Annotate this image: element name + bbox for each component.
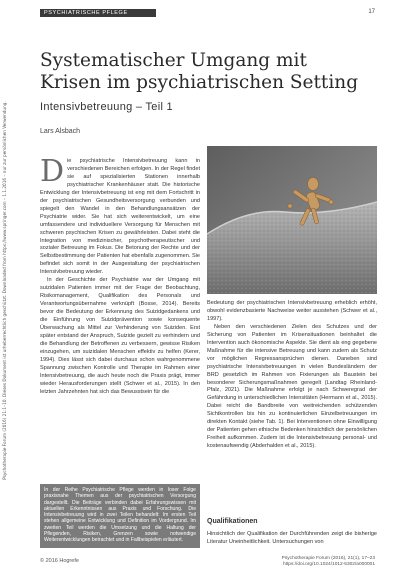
- drop-cap: D: [40, 154, 65, 189]
- article-subtitle: Intensivbetreuung – Teil 1: [40, 101, 173, 113]
- intro-paragraph-text: ie psychiatrische Intensivbetreuung kann in verschiedenen Bereichen erfolgen. In der Regel findet sie auf spezialisierten Stationen innerhalb psychiatrischer Krankenhäuser statt. Die historische Entwicklung der Intensivbetreuung ist eng mit dem Fortschritt in der psychiatrischen Gesundheitsversorgung verbunden und spiegelt den Wandel in den Behandlungsansätzen der Psychiatrie wider. Sie hat sich weiterentwickelt, um eine umfassendere und individuellere Versorgung für Menschen mit schweren psychischen Krisen zu gewährleisten. Dabei steht die Integration von medizinischer, psychotherapeutischer und sozialer Betreuung im Fokus. Die Betonung der Rechte und der Selbstbestimmung der Patienten hat ebenfalls zugenommen. Sie befindet sich somit in der Ausgestaltung der psychiatrischen Intensivbetreuung wieder.: [40, 158, 200, 276]
- climbing-mannequin-image: [207, 146, 377, 294]
- side-meta-text: Psychotherapie Forum (2016) 21:1–10. Dieses Dokument ist urheberrechtlich geschützt. Downloaded from https://www.springer.com – 1.1.2016 – nur zur persönlichen Verwendung.: [2, 101, 7, 480]
- side-meta-strip: [0, 0, 10, 585]
- right-column: [207, 300, 377, 451]
- body-paragraph: Neben den verschiedenen Zielen des Schutzes und der Sicherung von Patienten im Krisensituationen beinhaltet die Intervention auch ökonomische Aspekte. Sie dient als eng gegebene Maßnahme für die intensive Betreuung und kann zudem als Schutz vor möglichen Regressansprüchen dienen. Daneben sind psychiatrische Intensivbetreuungen in vielen Bundesländern der BRD gesetzlich im Rahmen von Fixierungen als Baustein bei besonderer Sicherungsmaßnahmen geregelt (Landtag Rheinland-Pfalz, 2021). Die Maßnahme erfolgt je nach Schweregrad der Gefährdung in unterschiedlichen Intensitäten (Hermann et al., 2015). Dabei reicht die Bandbreite von weitreichenden schützenden Sichtkontrollen bis hin zu kontinuierlichen Einzelbetreuungen im direkten Kontakt (siehe Tab. 1). Bei Interventionen ohne Einwilligung der Patienten gehen ethische Bedenken hinsichtlich der persönlichen Freiheit aufkommen. Zudem ist die Intensivbetreuung personal- und kostenaufwendig (Abderhalden et al., 2015).: [207, 323, 377, 450]
- footer-citation: Psychotherapie Forum (2016), 21(1), 17–23 https://doi.org/10.1024/1012-5302/a000001: [281, 556, 375, 567]
- article-photo: [207, 146, 377, 294]
- body-paragraph: Hinsichtlich der Qualifikation der Durchführenden zeigt die bisherige Literatur Uneinheitlichkeit. Untersuchungen von: [207, 531, 377, 545]
- author-name: Lars Alsbach: [40, 128, 81, 135]
- article-title: Systematischer Umgang mit Krisen im psychiatrischen Setting: [40, 50, 359, 93]
- series-info-box: [40, 484, 200, 548]
- intro-column: [40, 154, 200, 397]
- running-header: [40, 8, 375, 22]
- intro-paragraph: [40, 154, 200, 277]
- header-section-label: PSYCHIATRISCHE PFLEGE: [44, 10, 128, 16]
- footer-copyright: © 2016 Hogrefe: [40, 558, 79, 564]
- body-paragraph: Bedeutung der psychiatrischen Intensivbetreuung erheblich erhöht, obwohl evidenzbasierte Nachweise weiter ausstehen (Schwer et al., 1997).: [207, 300, 377, 322]
- page-number: 17: [368, 9, 375, 15]
- body-paragraph: In der Geschichte der Psychiatrie war der Umgang mit suizidalen Patienten immer mit der Frage der Beobachtung, Risikomanagement, Qualifikation des Personals und Verantwortungsübernahme verknüpft (Bosse, 2014). Bereits bevor die Bedeutung der Erkennung des Suizidgedankens und die Einführung von Suizidprävention sowie konsequente Überwachung als Mittel zur Verhinderung von Suiziden. Erst später entstand der Anspruch, Suizide gezielt zu verhindern und die Behandlung der Betroffenen zu verbessern, gewisse Risiken einzugehen, um suizidalen Menschen effektiv zu helfen (Kerer, 1994). Dies lässt sich dabei durchaus schon wahrgenommene Spannung zwischen Kontrolle und Therapie im Rahmen einer Intensivbetreuung, die auch heute noch die Praxis prägt, immer wieder Herausforderungen stellt (Schwer et al., 2015). In den letzten Jahrzehnten hat sich das Bewusstsein für die: [40, 277, 200, 395]
- section-body: [207, 531, 377, 547]
- section-heading: Qualifikationen: [207, 518, 258, 525]
- series-info-text: In der Reihe Psychiatrische Pflege werden in loser Folge praxisnahe Themen aus der psychiatrischen Versorgung dargestellt. Die Beiträge verbinden dabei Erfahrungswissen mit aktuellen Erkenntnissen aus Praxis und Forschung. Die Intensivbetreuung wird in zwei Teilen behandelt: Im ersten Teil stehen allgemeine Entwicklung und Definition im Vordergrund. Im zweiten Teil werden die Umsetzung und die Haltung der Pflegenden, Risiken, Grenzen sowie notwendige Weiterentwicklungen betrachtet und in Fallbeispielen erläutert.: [44, 487, 196, 544]
